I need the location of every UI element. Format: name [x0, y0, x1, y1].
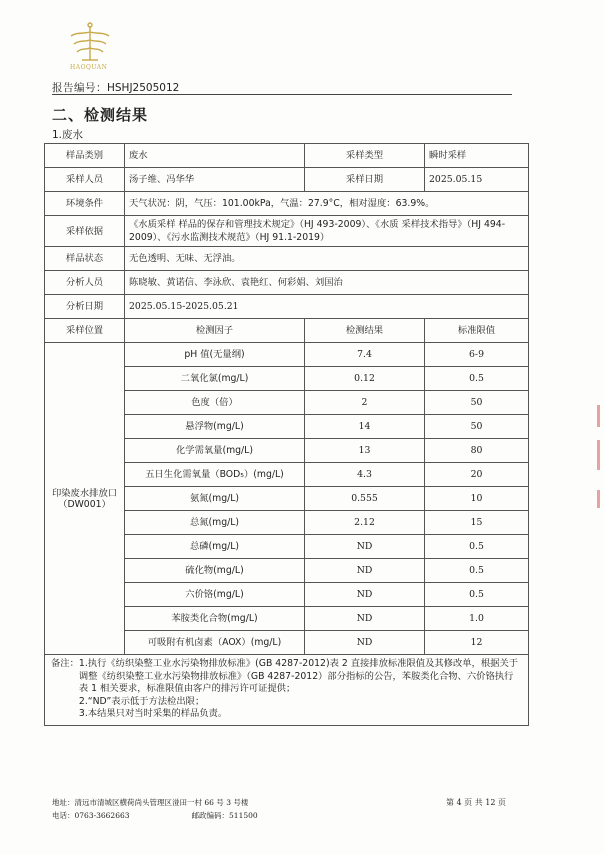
result-cell: 0.12	[305, 367, 425, 391]
header-result: 检测结果	[305, 319, 425, 343]
limit-cell: 0.5	[425, 559, 529, 583]
factor-cell: pH 值(无量纲)	[125, 343, 305, 367]
result-cell: 0.555	[305, 487, 425, 511]
state-label: 样品状态	[45, 247, 125, 271]
factor-cell: 五日生化需氧量（BOD₅）(mg/L)	[125, 463, 305, 487]
page-number: 第 4 页 共 12 页	[446, 798, 506, 807]
note-line-2: 2.“ND”表示低于方法检出限；	[78, 695, 205, 707]
result-cell: 2.12	[305, 511, 425, 535]
footer-contact	[52, 810, 258, 821]
section-title: 二、检测结果	[52, 106, 149, 124]
info-row	[45, 271, 529, 295]
note-line-1: 1.执行《纺织染整工业水污染物排放标准》(GB 4287-2012)表 2 直接排放标准限值及其修改单，根据关于调整《纺织染整工业水污染物排放标准》（GB 4287-2012）部分指标的公告，苯胺类化合物、六价铬执行表 1 相关要求，标准限值由客户的排污许可证提供；	[78, 658, 519, 694]
limit-cell: 10	[425, 487, 529, 511]
sampling-date-label: 采样日期	[305, 168, 425, 192]
factor-cell: 硫化物(mg/L)	[125, 559, 305, 583]
info-row	[45, 216, 529, 247]
results-table	[44, 143, 529, 726]
limit-cell: 80	[425, 439, 529, 463]
info-row	[45, 192, 529, 216]
factor-cell: 六价铬(mg/L)	[125, 583, 305, 607]
sampling-date-value: 2025.05.15	[425, 168, 529, 192]
report-number-label: 报告编号：	[52, 82, 107, 94]
note-line-3: 3.本结果只对当时采集的样品负责。	[78, 708, 228, 719]
limit-cell: 12	[425, 631, 529, 655]
header-location: 采样位置	[45, 319, 125, 343]
header-divider	[52, 94, 512, 95]
analysis-date-value: 2025.05.15-2025.05.21	[125, 295, 529, 319]
report-number-value: HSHJ2505012	[107, 82, 180, 94]
sampling-type-label: 采样类型	[305, 144, 425, 168]
limit-cell: 20	[425, 463, 529, 487]
table-row	[45, 343, 529, 367]
info-row	[45, 144, 529, 168]
factor-cell: 色度（倍）	[125, 391, 305, 415]
limit-cell: 50	[425, 415, 529, 439]
logo-text: HAOQUAN	[70, 64, 108, 71]
result-cell: 7.4	[305, 343, 425, 367]
result-cell: 14	[305, 415, 425, 439]
env-label: 环境条件	[45, 192, 125, 216]
limit-cell: 0.5	[425, 367, 529, 391]
seal-edge-mark	[597, 405, 600, 427]
info-row	[45, 247, 529, 271]
sampling-type-value: 瞬时采样	[425, 144, 529, 168]
info-row	[45, 295, 529, 319]
info-row	[45, 168, 529, 192]
seal-edge-mark	[597, 440, 600, 470]
result-cell: ND	[305, 559, 425, 583]
state-value: 无色透明、无味、无浮油。	[125, 247, 529, 271]
limit-cell: 0.5	[425, 583, 529, 607]
factor-cell: 悬浮物(mg/L)	[125, 415, 305, 439]
factor-cell: 总磷(mg/L)	[125, 535, 305, 559]
analysis-date-label: 分析日期	[45, 295, 125, 319]
report-number	[52, 80, 179, 95]
analyst-value: 陈晓敏、黄诺信、李泳欣、袁艳红、何彩娟、刘国治	[125, 271, 529, 295]
result-cell: 2	[305, 391, 425, 415]
factor-cell: 总氮(mg/L)	[125, 511, 305, 535]
result-cell: 4.3	[305, 463, 425, 487]
analyst-label: 分析人员	[45, 271, 125, 295]
result-cell: ND	[305, 583, 425, 607]
limit-cell: 0.5	[425, 535, 529, 559]
limit-cell: 50	[425, 391, 529, 415]
factor-cell: 氨氮(mg/L)	[125, 487, 305, 511]
factor-cell: 化学需氧量(mg/L)	[125, 439, 305, 463]
seal-edge-mark	[597, 490, 600, 508]
results-header-row	[45, 319, 529, 343]
sampler-value: 汤子维、冯华华	[125, 168, 305, 192]
factor-cell: 二氧化氯(mg/L)	[125, 367, 305, 391]
notes-label: 备注：	[51, 658, 79, 669]
limit-cell: 1.0	[425, 607, 529, 631]
subsection-title: 1.废水	[52, 129, 84, 141]
sampler-label: 采样人员	[45, 168, 125, 192]
result-cell: ND	[305, 607, 425, 631]
factor-cell: 苯胺类化合物(mg/L)	[125, 607, 305, 631]
footer-address: 地址：清远市清城区横荷尚头管理区湴田一村 66 号 3 号楼	[52, 798, 249, 807]
limit-cell: 6-9	[425, 343, 529, 367]
limit-cell: 15	[425, 511, 529, 535]
result-cell: ND	[305, 631, 425, 655]
result-cell: 13	[305, 439, 425, 463]
result-cell: ND	[305, 535, 425, 559]
basis-value: 《水质采样 样品的保存和管理技术规定》（HJ 493-2009）、《水质 采样技术指导》（HJ 494-2009）、《污水监测技术规范》（HJ 91.1-2019）	[125, 216, 529, 247]
header-factor: 检测因子	[125, 319, 305, 343]
footer-phone: 电话：0763-3662663	[52, 811, 130, 820]
basis-label: 采样依据	[45, 216, 125, 247]
notes-row	[45, 655, 529, 726]
env-value: 天气状况：阴，气压：101.00kPa，气温：27.9°C，相对湿度：63.9%。	[125, 192, 529, 216]
factor-cell: 可吸附有机卤素（AOX）(mg/L)	[125, 631, 305, 655]
sample-type-label: 样品类别	[45, 144, 125, 168]
footer-postcode: 邮政编码：511500	[191, 811, 258, 820]
sampling-location: 印染废水排放口（DW001）	[45, 343, 125, 655]
sample-type-value: 废水	[125, 144, 305, 168]
header-limit: 标准限值	[425, 319, 529, 343]
notes-cell	[45, 655, 529, 726]
